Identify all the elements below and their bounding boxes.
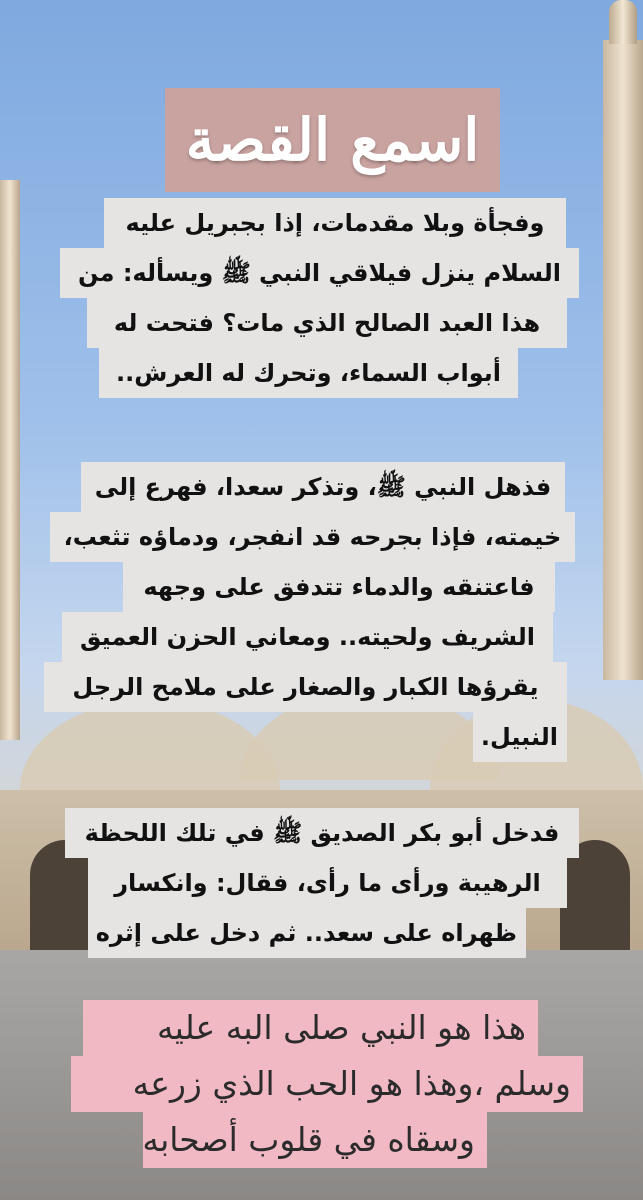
paragraph2-line: يقرؤها الكبار والصغار على ملامح الرجل <box>44 662 567 712</box>
paragraph2-line: فاعتنقه والدماء تتدفق على وجهه <box>123 562 555 612</box>
paragraph1-line: السلام ينزل فيلاقي النبي ﷺ ويسأله: من <box>60 248 579 298</box>
closing-line: هذا هو النبي صلى البه عليه <box>83 1000 538 1056</box>
minaret-left <box>0 180 20 740</box>
closing-line: وسقاه في قلوب أصحابه <box>143 1112 487 1168</box>
story-title: اسمع القصة <box>185 106 480 174</box>
paragraph1-line: أبواب السماء، وتحرك له العرش.. <box>99 348 518 398</box>
closing-line: وسلم ،وهذا هو الحب الذي زرعه <box>71 1056 583 1112</box>
archway <box>560 840 630 960</box>
paragraph3-line: الرهيبة ورأى ما رأى، فقال: وانكسار <box>88 858 567 908</box>
paragraph2-line: الشريف ولحيته.. ومعاني الحزن العميق <box>62 612 553 662</box>
paragraph1-line: وفجأة وبلا مقدمات، إذا بجبريل عليه <box>104 198 566 248</box>
paragraph1-line: هذا العبد الصالح الذي مات؟ فتحت له <box>87 298 567 348</box>
paragraph2-line: خيمته، فإذا بجرحه قد انفجر، ودماؤه تثعب، <box>50 512 575 562</box>
paragraph2-line: النبيل. <box>473 712 567 762</box>
paragraph3-line: ظهراه على سعد.. ثم دخل على إثره <box>88 908 526 958</box>
paragraph2-line: فذهل النبي ﷺ، وتذكر سعدا، فهرع إلى <box>81 462 565 512</box>
paragraph3-line: فدخل أبو بكر الصديق ﷺ في تلك اللحظة <box>65 808 579 858</box>
story-title-banner <box>165 88 500 192</box>
minaret-right <box>603 40 643 680</box>
